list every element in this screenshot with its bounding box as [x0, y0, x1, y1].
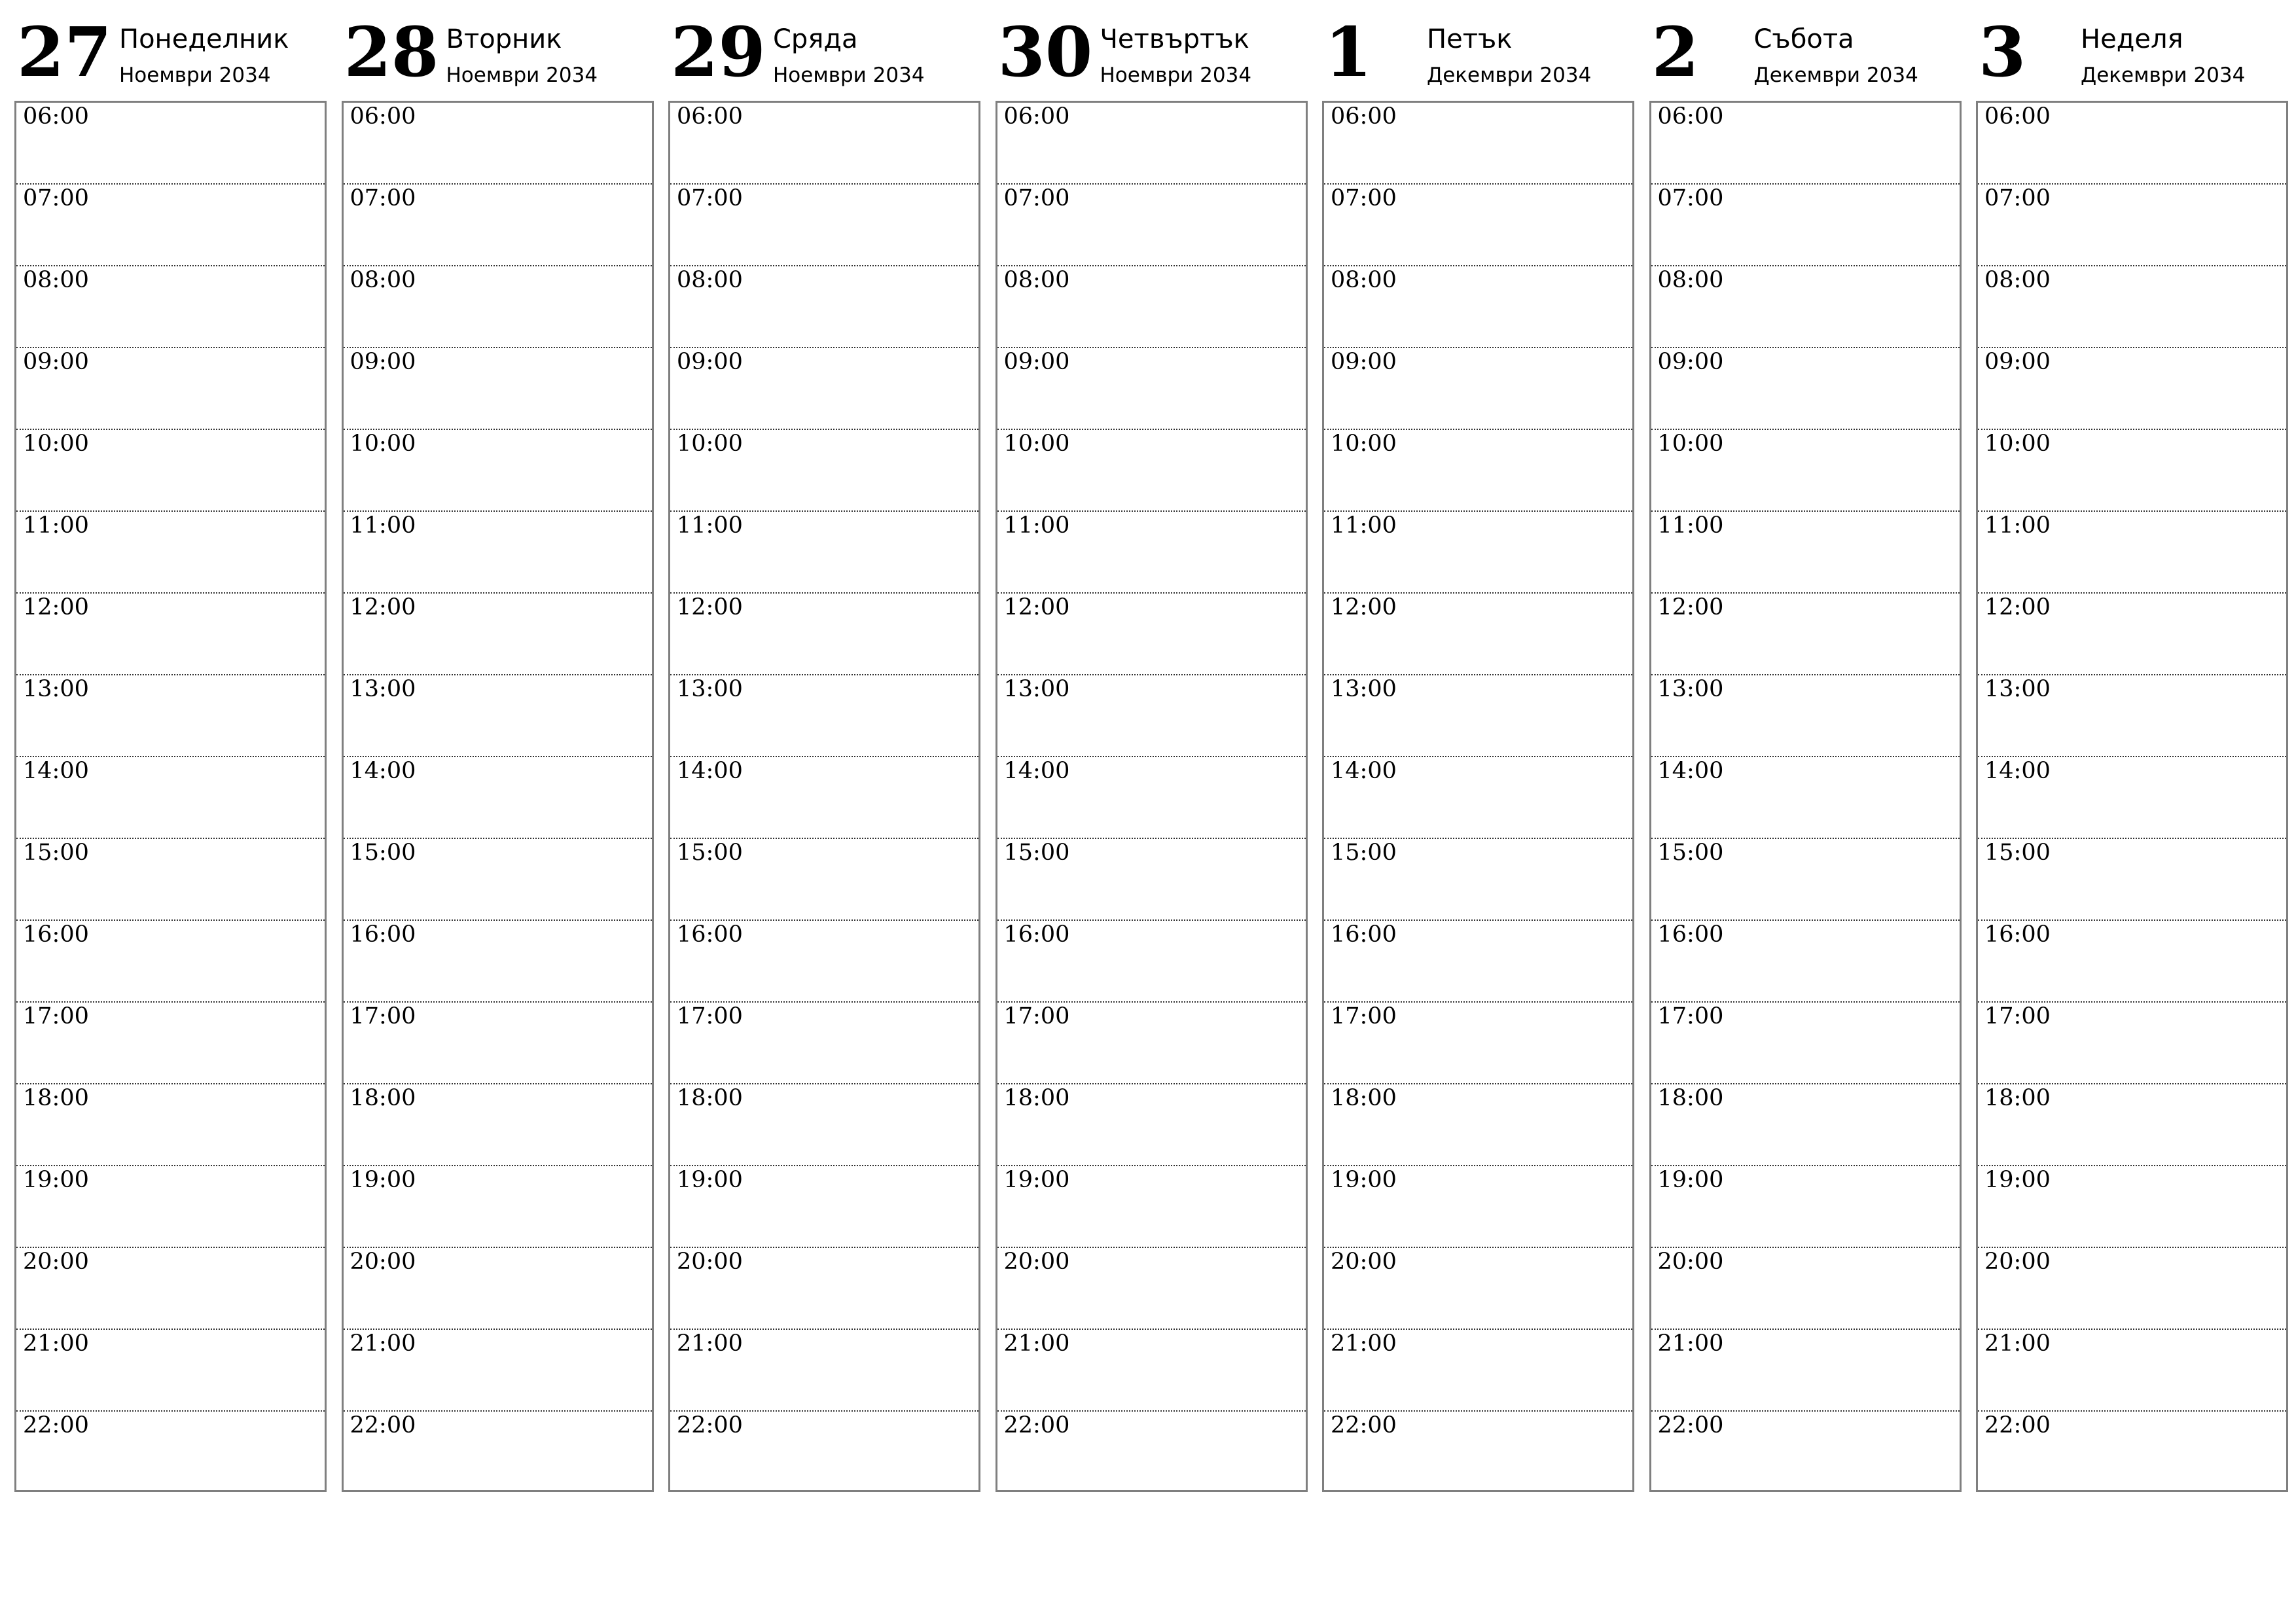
month-year: Ноември 2034 — [1100, 63, 1252, 87]
time-slot[interactable] — [344, 1412, 652, 1490]
time-slot[interactable] — [16, 1003, 325, 1084]
time-label: 18:00 — [1003, 1085, 1070, 1111]
time-label: 21:00 — [1331, 1330, 1397, 1357]
time-label: 22:00 — [23, 1412, 89, 1438]
time-slot[interactable] — [344, 839, 652, 921]
time-label: 21:00 — [677, 1330, 743, 1357]
time-slot[interactable] — [1978, 1003, 2286, 1084]
day-column — [14, 14, 327, 1500]
time-slot[interactable] — [997, 512, 1306, 594]
time-label: 06:00 — [23, 103, 89, 130]
time-slot[interactable] — [1324, 594, 1632, 675]
time-slot[interactable] — [344, 512, 652, 594]
time-slot[interactable] — [1978, 757, 2286, 839]
time-label: 16:00 — [1331, 921, 1397, 948]
time-slot[interactable] — [16, 512, 325, 594]
hour-grid — [1649, 101, 1962, 1492]
month-year: Ноември 2034 — [446, 63, 598, 87]
time-label: 21:00 — [1984, 1330, 2051, 1357]
time-label: 17:00 — [23, 1003, 89, 1029]
weekday-name: Сряда — [773, 24, 858, 54]
time-label: 20:00 — [1331, 1249, 1397, 1275]
time-slot[interactable] — [1978, 185, 2286, 266]
time-label: 07:00 — [1003, 185, 1070, 211]
time-label: 11:00 — [1003, 512, 1070, 539]
time-label: 21:00 — [1003, 1330, 1070, 1357]
time-label: 11:00 — [23, 512, 89, 539]
time-slot[interactable] — [16, 348, 325, 430]
time-slot[interactable] — [344, 266, 652, 348]
time-label: 19:00 — [1984, 1167, 2051, 1193]
time-label: 07:00 — [1984, 185, 2051, 211]
time-slot[interactable] — [670, 1003, 978, 1084]
time-label: 20:00 — [350, 1249, 416, 1275]
time-slot[interactable] — [670, 348, 978, 430]
time-slot[interactable] — [344, 1003, 652, 1084]
time-label: 14:00 — [1003, 758, 1070, 784]
time-slot[interactable] — [1978, 1412, 2286, 1490]
time-slot[interactable] — [344, 1084, 652, 1166]
time-slot[interactable] — [997, 1166, 1306, 1248]
time-label: 13:00 — [677, 676, 743, 702]
time-label: 11:00 — [1657, 512, 1724, 539]
time-label: 13:00 — [1003, 676, 1070, 702]
time-label: 21:00 — [23, 1330, 89, 1357]
time-label: 08:00 — [1331, 267, 1397, 293]
time-label: 15:00 — [1003, 840, 1070, 866]
hour-grid — [14, 101, 327, 1492]
time-slot[interactable] — [1324, 1330, 1632, 1412]
time-slot[interactable] — [997, 266, 1306, 348]
time-label: 15:00 — [1984, 840, 2051, 866]
time-slot[interactable] — [997, 185, 1306, 266]
time-slot[interactable] — [1651, 430, 1960, 512]
time-slot[interactable] — [1651, 1248, 1960, 1330]
time-label: 19:00 — [677, 1167, 743, 1193]
time-slot[interactable] — [1978, 103, 2286, 185]
time-label: 13:00 — [1331, 676, 1397, 702]
time-slot[interactable] — [1324, 1248, 1632, 1330]
day-header — [1649, 14, 1962, 101]
time-label: 13:00 — [1984, 676, 2051, 702]
month-year: Декември 2034 — [2081, 63, 2246, 87]
time-slot[interactable] — [670, 839, 978, 921]
time-slot[interactable] — [16, 594, 325, 675]
time-label: 20:00 — [677, 1249, 743, 1275]
hour-grid — [342, 101, 654, 1492]
day-header — [996, 14, 1308, 101]
time-label: 18:00 — [1657, 1085, 1724, 1111]
time-label: 10:00 — [1984, 431, 2051, 457]
time-label: 10:00 — [1657, 431, 1724, 457]
time-label: 14:00 — [1657, 758, 1724, 784]
time-label: 10:00 — [23, 431, 89, 457]
time-slot[interactable] — [16, 1166, 325, 1248]
time-label: 08:00 — [1003, 267, 1070, 293]
time-slot[interactable] — [16, 1248, 325, 1330]
time-label: 22:00 — [1657, 1412, 1724, 1438]
time-slot[interactable] — [16, 1330, 325, 1412]
time-slot[interactable] — [670, 1412, 978, 1490]
time-slot[interactable] — [1324, 103, 1632, 185]
time-slot[interactable] — [16, 839, 325, 921]
time-label: 06:00 — [677, 103, 743, 130]
time-slot[interactable] — [1324, 757, 1632, 839]
time-label: 22:00 — [1984, 1412, 2051, 1438]
time-slot[interactable] — [1324, 185, 1632, 266]
time-slot[interactable] — [344, 348, 652, 430]
time-label: 17:00 — [1984, 1003, 2051, 1029]
time-label: 16:00 — [23, 921, 89, 948]
time-slot[interactable] — [1651, 266, 1960, 348]
time-slot[interactable] — [1324, 348, 1632, 430]
time-slot[interactable] — [1651, 103, 1960, 185]
day-header — [1322, 14, 1634, 101]
weekday-name: Събота — [1753, 24, 1854, 54]
time-slot[interactable] — [997, 103, 1306, 185]
time-label: 12:00 — [1003, 594, 1070, 620]
time-label: 06:00 — [1984, 103, 2051, 130]
weekday-name: Четвъртък — [1100, 24, 1249, 54]
time-label: 16:00 — [1657, 921, 1724, 948]
time-label: 06:00 — [350, 103, 416, 130]
time-label: 12:00 — [677, 594, 743, 620]
time-label: 06:00 — [1331, 103, 1397, 130]
time-label: 22:00 — [1003, 1412, 1070, 1438]
time-label: 10:00 — [1331, 431, 1397, 457]
time-label: 08:00 — [1984, 267, 2051, 293]
time-slot[interactable] — [1978, 430, 2286, 512]
time-slot[interactable] — [997, 348, 1306, 430]
time-slot[interactable] — [344, 185, 652, 266]
time-slot[interactable] — [1324, 1412, 1632, 1490]
time-label: 12:00 — [1657, 594, 1724, 620]
day-column — [668, 14, 980, 1500]
time-slot[interactable] — [1651, 348, 1960, 430]
time-label: 18:00 — [1984, 1085, 2051, 1111]
time-slot[interactable] — [1651, 594, 1960, 675]
time-slot[interactable] — [1324, 430, 1632, 512]
time-slot[interactable] — [16, 1412, 325, 1490]
time-slot[interactable] — [1978, 921, 2286, 1003]
time-slot[interactable] — [344, 1166, 652, 1248]
time-label: 07:00 — [350, 185, 416, 211]
time-slot[interactable] — [997, 430, 1306, 512]
time-label: 09:00 — [350, 349, 416, 375]
time-slot[interactable] — [1324, 839, 1632, 921]
time-slot[interactable] — [1651, 1330, 1960, 1412]
day-number: 1 — [1325, 12, 1372, 92]
time-slot[interactable] — [1978, 675, 2286, 757]
time-slot[interactable] — [344, 757, 652, 839]
time-label: 09:00 — [1003, 349, 1070, 375]
time-slot[interactable] — [1978, 1084, 2286, 1166]
time-slot[interactable] — [997, 757, 1306, 839]
time-slot[interactable] — [670, 103, 978, 185]
time-label: 12:00 — [1984, 594, 2051, 620]
time-slot[interactable] — [670, 1084, 978, 1166]
time-slot[interactable] — [344, 1248, 652, 1330]
day-column — [996, 14, 1308, 1500]
time-slot[interactable] — [344, 921, 652, 1003]
time-label: 13:00 — [23, 676, 89, 702]
time-label: 15:00 — [23, 840, 89, 866]
time-slot[interactable] — [1978, 1248, 2286, 1330]
time-slot[interactable] — [16, 266, 325, 348]
time-slot[interactable] — [670, 266, 978, 348]
time-label: 19:00 — [1003, 1167, 1070, 1193]
hour-grid — [996, 101, 1308, 1492]
day-column — [1322, 14, 1634, 1500]
time-label: 09:00 — [1331, 349, 1397, 375]
time-slot[interactable] — [997, 921, 1306, 1003]
time-label: 19:00 — [23, 1167, 89, 1193]
time-slot[interactable] — [1651, 185, 1960, 266]
time-label: 07:00 — [1331, 185, 1397, 211]
time-label: 19:00 — [1657, 1167, 1724, 1193]
time-label: 12:00 — [1331, 594, 1397, 620]
time-slot[interactable] — [1324, 675, 1632, 757]
time-slot[interactable] — [1978, 1166, 2286, 1248]
time-label: 13:00 — [1657, 676, 1724, 702]
day-number: 29 — [671, 12, 766, 92]
time-slot[interactable] — [670, 185, 978, 266]
time-label: 16:00 — [677, 921, 743, 948]
hour-grid — [668, 101, 980, 1492]
time-slot[interactable] — [997, 1248, 1306, 1330]
time-slot[interactable] — [1651, 1003, 1960, 1084]
time-label: 07:00 — [677, 185, 743, 211]
day-column — [342, 14, 654, 1500]
time-label: 10:00 — [1003, 431, 1070, 457]
time-label: 06:00 — [1003, 103, 1070, 130]
time-slot[interactable] — [16, 921, 325, 1003]
time-slot[interactable] — [16, 757, 325, 839]
time-label: 22:00 — [677, 1412, 743, 1438]
time-label: 07:00 — [23, 185, 89, 211]
day-header — [14, 14, 327, 101]
time-label: 10:00 — [677, 431, 743, 457]
time-slot[interactable] — [1978, 348, 2286, 430]
time-label: 14:00 — [1331, 758, 1397, 784]
time-slot[interactable] — [344, 103, 652, 185]
time-label: 14:00 — [1984, 758, 2051, 784]
time-slot[interactable] — [16, 430, 325, 512]
time-slot[interactable] — [1324, 1166, 1632, 1248]
day-header — [1976, 14, 2288, 101]
time-label: 15:00 — [350, 840, 416, 866]
time-label: 17:00 — [1003, 1003, 1070, 1029]
time-slot[interactable] — [670, 1330, 978, 1412]
month-year: Ноември 2034 — [119, 63, 271, 87]
day-number: 3 — [1979, 12, 2026, 92]
weekday-name: Понеделник — [119, 24, 289, 54]
time-slot[interactable] — [670, 1248, 978, 1330]
time-label: 12:00 — [350, 594, 416, 620]
time-slot[interactable] — [670, 512, 978, 594]
time-slot[interactable] — [344, 1330, 652, 1412]
time-slot[interactable] — [1651, 1412, 1960, 1490]
time-slot[interactable] — [16, 675, 325, 757]
time-label: 18:00 — [677, 1085, 743, 1111]
time-label: 16:00 — [350, 921, 416, 948]
time-label: 14:00 — [677, 758, 743, 784]
time-slot[interactable] — [344, 430, 652, 512]
time-slot[interactable] — [670, 757, 978, 839]
hour-grid — [1976, 101, 2288, 1492]
time-slot[interactable] — [1324, 1084, 1632, 1166]
time-slot[interactable] — [1978, 839, 2286, 921]
time-label: 19:00 — [350, 1167, 416, 1193]
time-slot[interactable] — [997, 1330, 1306, 1412]
time-label: 08:00 — [350, 267, 416, 293]
time-label: 17:00 — [677, 1003, 743, 1029]
time-label: 18:00 — [23, 1085, 89, 1111]
time-label: 11:00 — [1331, 512, 1397, 539]
time-label: 15:00 — [1657, 840, 1724, 866]
day-number: 27 — [17, 12, 112, 92]
time-label: 14:00 — [350, 758, 416, 784]
time-slot[interactable] — [997, 839, 1306, 921]
time-label: 20:00 — [1003, 1249, 1070, 1275]
time-slot[interactable] — [670, 430, 978, 512]
time-slot[interactable] — [997, 675, 1306, 757]
hour-grid — [1322, 101, 1634, 1492]
time-label: 20:00 — [1657, 1249, 1724, 1275]
time-label: 20:00 — [23, 1249, 89, 1275]
time-label: 15:00 — [1331, 840, 1397, 866]
time-slot[interactable] — [670, 594, 978, 675]
time-label: 16:00 — [1984, 921, 2051, 948]
time-label: 17:00 — [1657, 1003, 1724, 1029]
time-label: 09:00 — [1984, 349, 2051, 375]
time-label: 11:00 — [1984, 512, 2051, 539]
time-slot[interactable] — [1324, 1003, 1632, 1084]
time-label: 11:00 — [350, 512, 416, 539]
time-slot[interactable] — [1651, 839, 1960, 921]
weekday-name: Петък — [1427, 24, 1513, 54]
time-slot[interactable] — [1651, 1084, 1960, 1166]
time-label: 17:00 — [1331, 1003, 1397, 1029]
time-label: 21:00 — [1657, 1330, 1724, 1357]
day-number: 30 — [997, 12, 1093, 92]
time-slot[interactable] — [1978, 1330, 2286, 1412]
time-label: 15:00 — [677, 840, 743, 866]
time-slot[interactable] — [997, 1084, 1306, 1166]
time-label: 18:00 — [1331, 1085, 1397, 1111]
time-slot[interactable] — [997, 594, 1306, 675]
day-header — [668, 14, 980, 101]
time-label: 19:00 — [1331, 1167, 1397, 1193]
time-slot[interactable] — [1651, 675, 1960, 757]
time-slot[interactable] — [1651, 1166, 1960, 1248]
time-label: 20:00 — [1984, 1249, 2051, 1275]
time-slot[interactable] — [1651, 512, 1960, 594]
time-label: 09:00 — [23, 349, 89, 375]
time-label: 10:00 — [350, 431, 416, 457]
time-label: 09:00 — [1657, 349, 1724, 375]
time-slot[interactable] — [1978, 266, 2286, 348]
month-year: Декември 2034 — [1427, 63, 1592, 87]
time-slot[interactable] — [1978, 512, 2286, 594]
time-label: 21:00 — [350, 1330, 416, 1357]
time-slot[interactable] — [670, 921, 978, 1003]
time-slot[interactable] — [670, 1166, 978, 1248]
time-label: 07:00 — [1657, 185, 1724, 211]
time-slot[interactable] — [670, 675, 978, 757]
time-label: 16:00 — [1003, 921, 1070, 948]
time-label: 09:00 — [677, 349, 743, 375]
time-slot[interactable] — [344, 594, 652, 675]
time-slot[interactable] — [16, 185, 325, 266]
time-slot[interactable] — [1324, 512, 1632, 594]
time-label: 13:00 — [350, 676, 416, 702]
time-label: 11:00 — [677, 512, 743, 539]
time-slot[interactable] — [1324, 921, 1632, 1003]
weekday-name: Неделя — [2081, 24, 2183, 54]
time-label: 17:00 — [350, 1003, 416, 1029]
time-label: 08:00 — [23, 267, 89, 293]
time-slot[interactable] — [1324, 266, 1632, 348]
day-header — [342, 14, 654, 101]
time-label: 22:00 — [1331, 1412, 1397, 1438]
time-label: 14:00 — [23, 758, 89, 784]
day-column — [1976, 14, 2288, 1500]
time-slot[interactable] — [344, 675, 652, 757]
weekday-name: Вторник — [446, 24, 562, 54]
time-label: 08:00 — [677, 267, 743, 293]
time-slot[interactable] — [16, 1084, 325, 1166]
time-slot[interactable] — [16, 103, 325, 185]
month-year: Ноември 2034 — [773, 63, 925, 87]
day-number: 2 — [1651, 12, 1699, 92]
month-year: Декември 2034 — [1753, 63, 1918, 87]
weekly-planner — [14, 14, 2282, 1500]
time-slot[interactable] — [1651, 757, 1960, 839]
time-slot[interactable] — [1978, 594, 2286, 675]
time-slot[interactable] — [997, 1003, 1306, 1084]
time-label: 12:00 — [23, 594, 89, 620]
time-label: 18:00 — [350, 1085, 416, 1111]
time-slot[interactable] — [997, 1412, 1306, 1490]
time-label: 06:00 — [1657, 103, 1724, 130]
day-number: 28 — [344, 12, 439, 92]
time-slot[interactable] — [1651, 921, 1960, 1003]
day-column — [1649, 14, 1962, 1500]
time-label: 08:00 — [1657, 267, 1724, 293]
time-label: 22:00 — [350, 1412, 416, 1438]
